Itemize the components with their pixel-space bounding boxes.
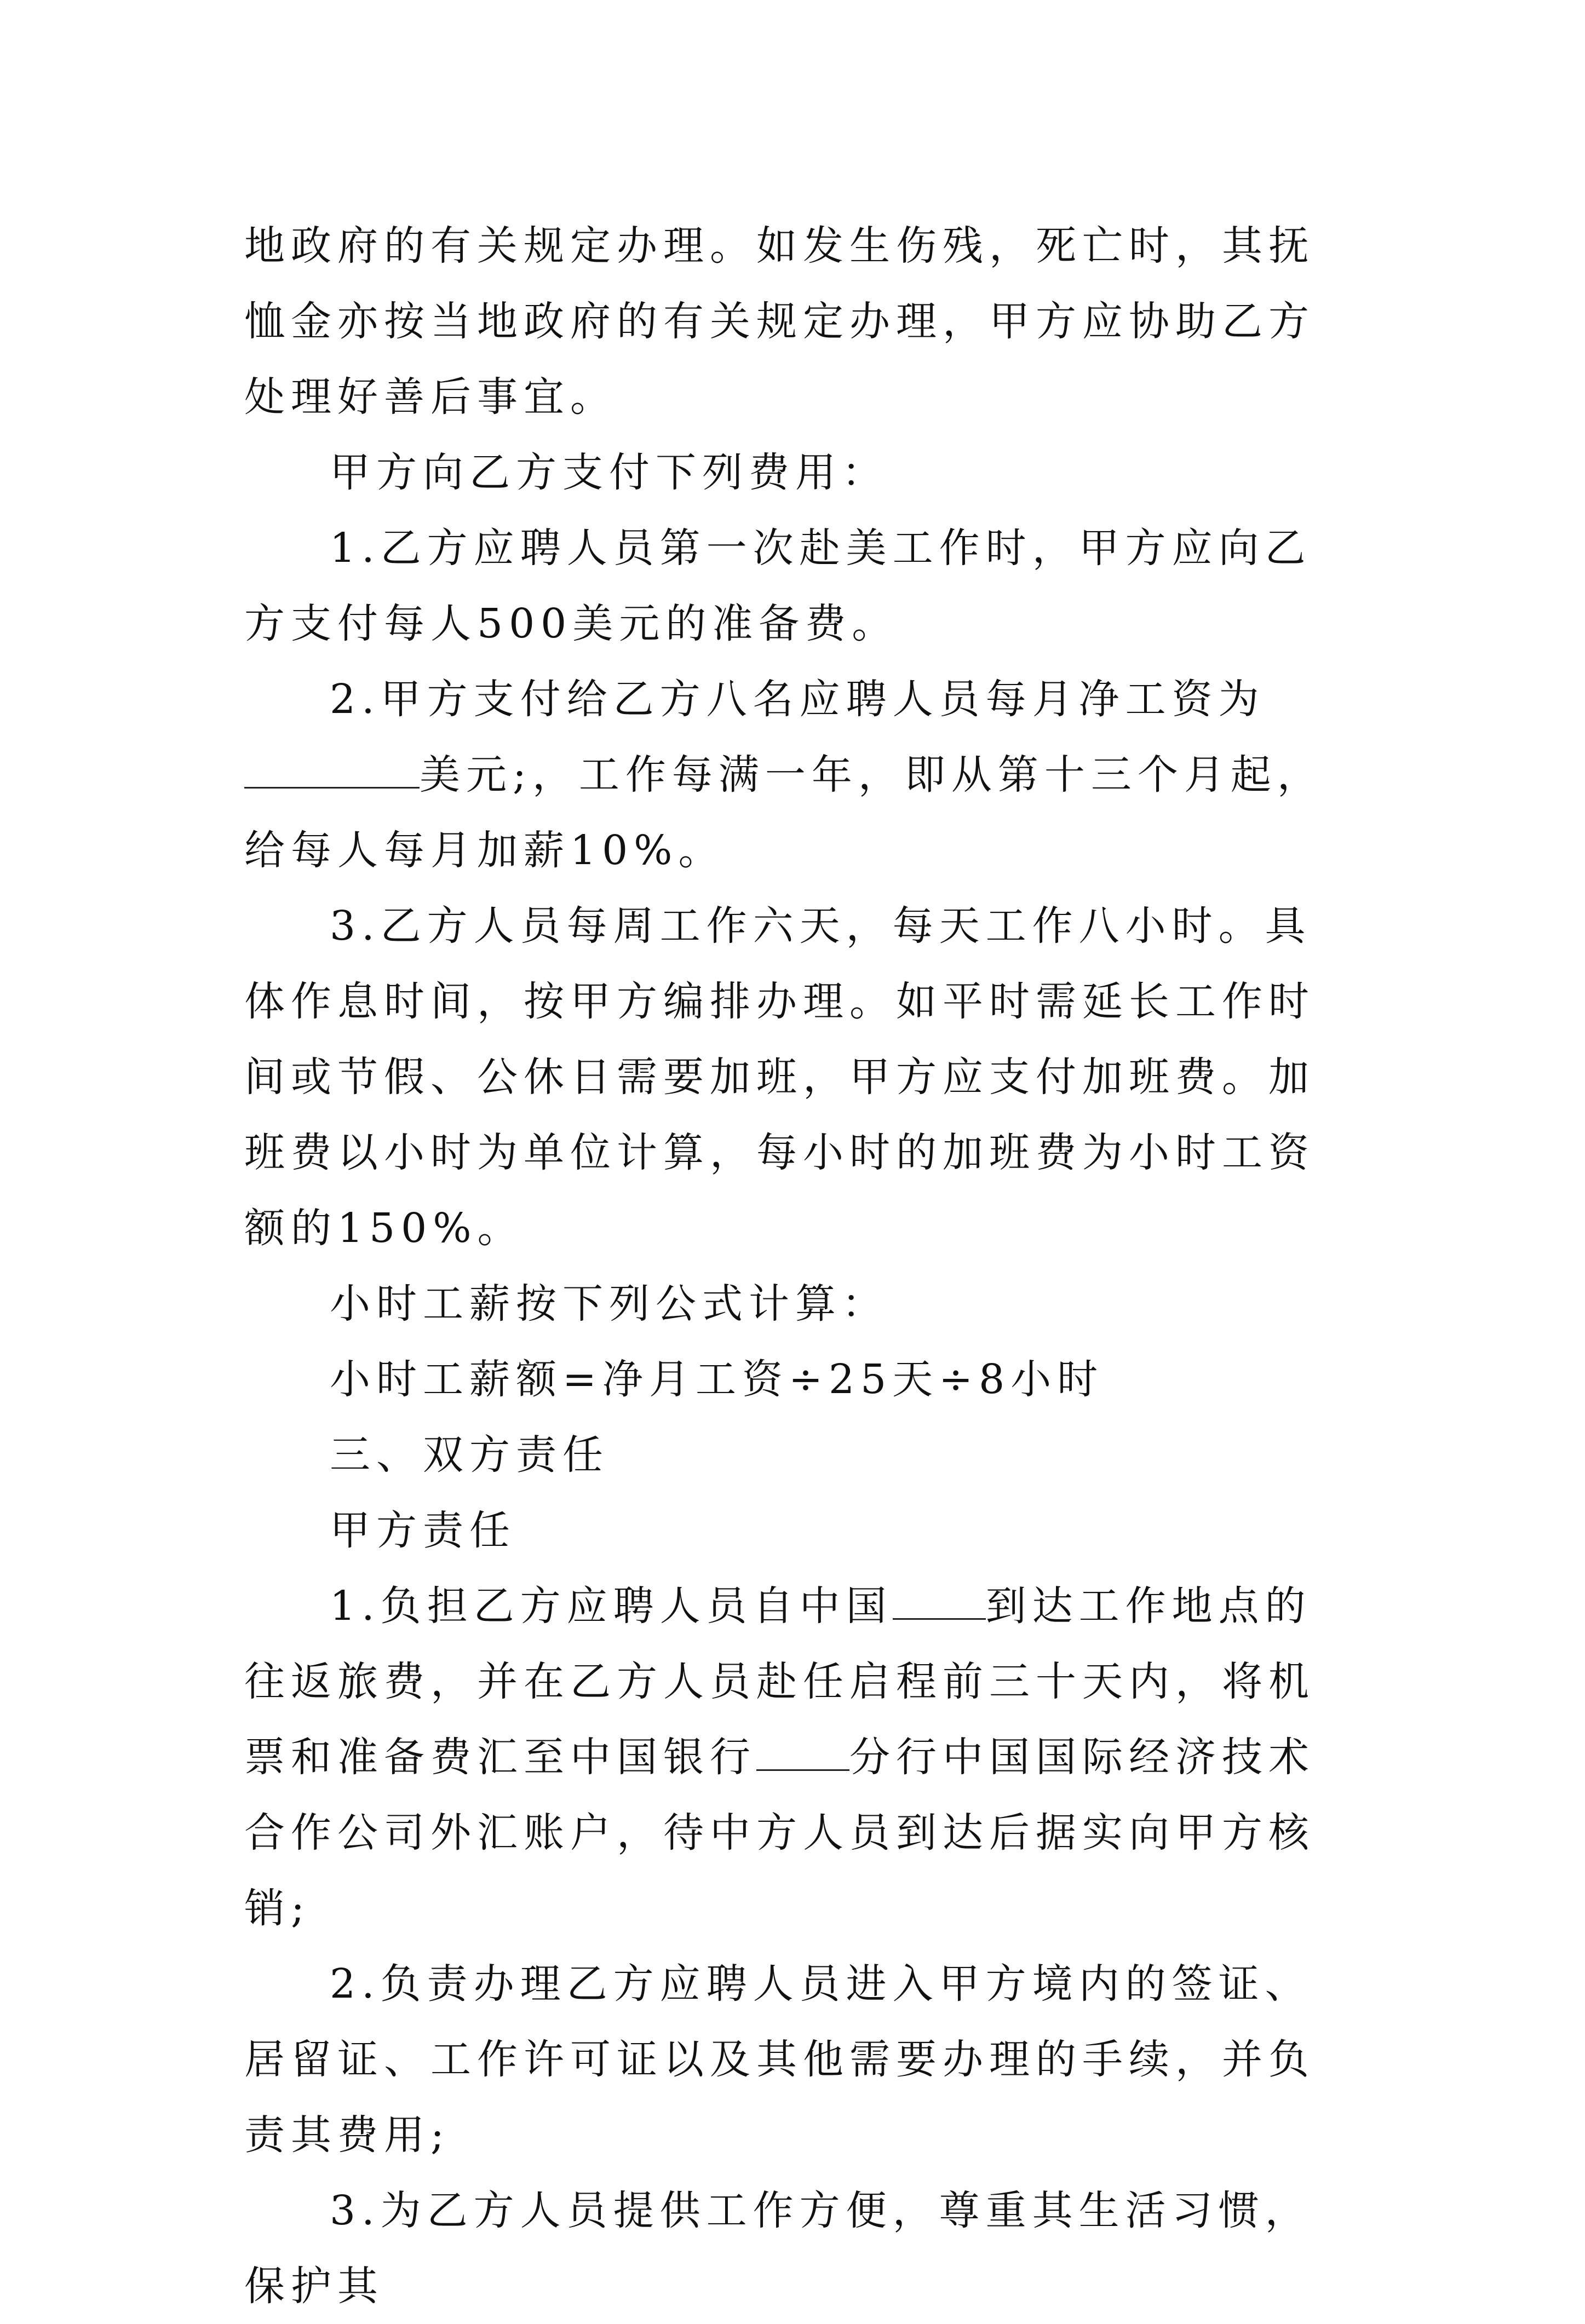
paragraph-duty-3: 3.为乙方人员提供工作方便，尊重其生活习惯，保护其 bbox=[244, 2187, 1312, 2310]
duty-1-text-c: 分行中国国际经济技术合作公司外汇账户，待中方人员到达后据实向甲方核销; bbox=[244, 1734, 1315, 1932]
paragraph-fee-1: 1.乙方应聘人员第一次赴美工作时，甲方应向乙方支付每人500美元的准备费。 bbox=[244, 525, 1312, 647]
paragraph-fees-intro: 甲方向乙方支付下列费用： bbox=[330, 449, 888, 496]
section-heading-responsibilities: 三、双方责任 bbox=[330, 1431, 609, 1479]
paragraph-formula: 小时工薪额=净月工资÷25天÷8小时 bbox=[330, 1356, 1104, 1403]
bank-branch-blank bbox=[756, 1731, 849, 1771]
paragraph-fee-3: 3.乙方人员每周工作六天，每天工作八小时。具体作息时间，按甲方编排办理。如平时需延长工作时间或节假、公休日需要加班，甲方应支付加班费。加班费以小时为单位计算，每小时的加班费为小时工资额的150%。 bbox=[244, 902, 1315, 1252]
contract-text bbox=[244, 208, 1356, 2324]
paragraph-fee-2 bbox=[244, 661, 1356, 888]
paragraph-continuation: 地政府的有关规定办理。如发生伤残，死亡时，其抚恤金亦按当地政府的有关规定办理，甲方应协助乙方处理好善后事宜。 bbox=[244, 222, 1315, 421]
paragraph-duty-2: 2.负责办理乙方应聘人员进入甲方境内的签证、居留证、工作许可证以及其他需要办理的手续，并负责其费用; bbox=[244, 1960, 1315, 2159]
paragraph-formula-intro: 小时工薪按下列公式计算： bbox=[330, 1280, 888, 1327]
fee-2-text-b: 美元;，工作每满一年，即从第十三个月起，给每人每月加薪10%。 bbox=[244, 751, 1324, 874]
subsection-heading-party-a: 甲方责任 bbox=[330, 1507, 516, 1554]
duty-1-text-a: 1.负担乙方应聘人员自中国 bbox=[330, 1583, 893, 1630]
origin-city-blank bbox=[893, 1580, 986, 1620]
fee-2-text-a: 2.甲方支付给乙方八名应聘人员每月净工资为 bbox=[330, 676, 1265, 723]
paragraph-duty-1 bbox=[244, 1568, 1356, 1946]
duty-1-text-b: 到达工作地点的往返旅费，并在乙方人员赴任启程前三十天内，将机票和准备费汇至中国银行 bbox=[244, 1583, 1315, 1781]
salary-blank bbox=[244, 749, 420, 789]
